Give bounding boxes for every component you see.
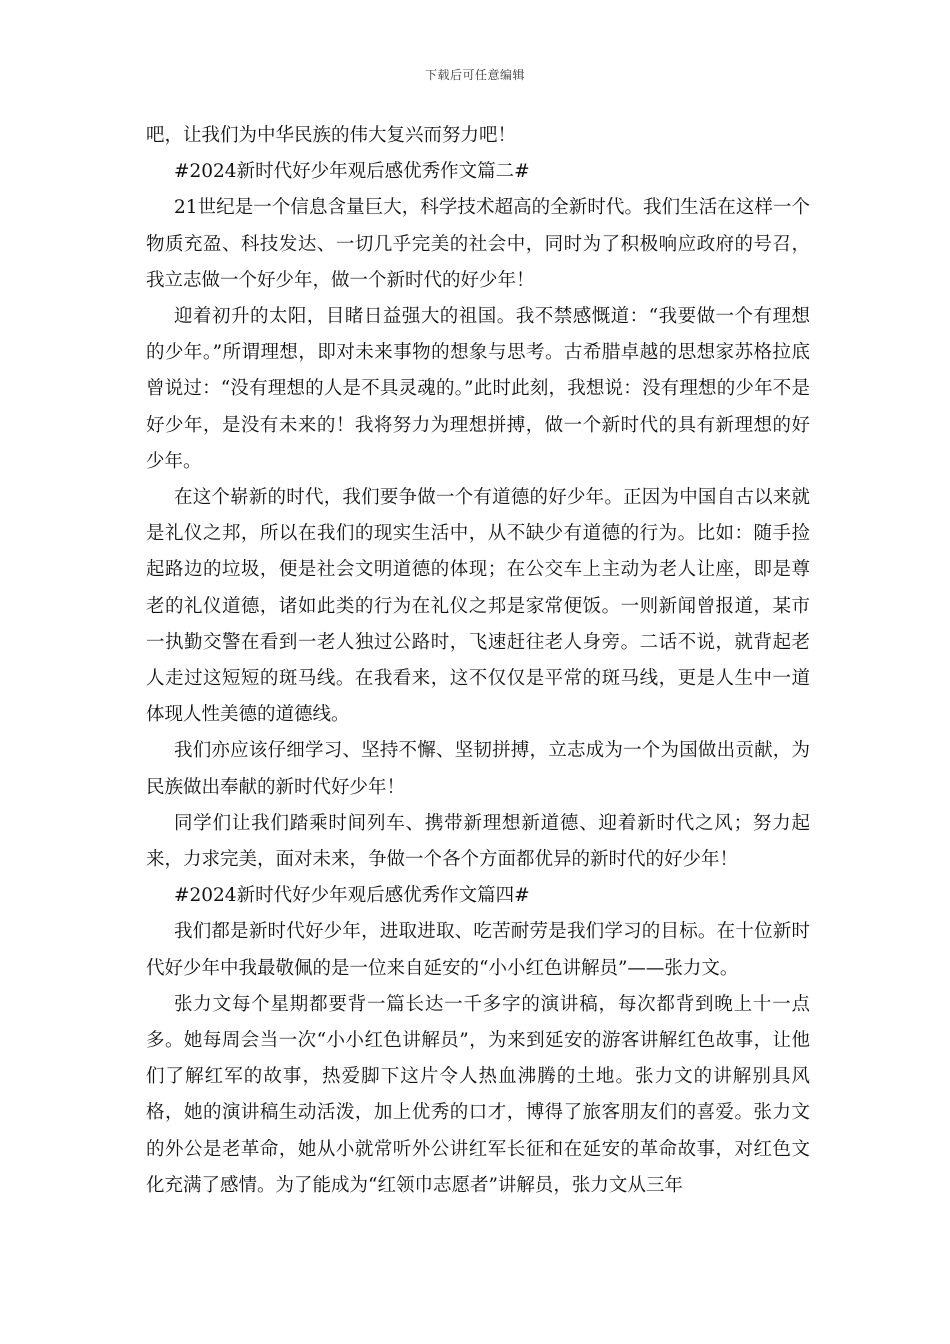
paragraph: 我们亦应该仔细学习、坚持不懈、坚韧拼搏，立志成为一个为国做出贡献，为民族做出奉献的新时代好少年！	[146, 740, 810, 798]
paragraph: 迎着初升的太阳，目睹日益强大的祖国。我不禁感慨道：“我要做一个有理想的少年。”所谓理想，即对未来事物的想象与思考。古希腊卓越的思想家苏格拉底曾说过：“没有理想的人是不具灵魂的。”此时此刻，我想说：没有理想的少年不是好少年，是没有未来的！我将努力为理想拼搏，做一个新时代的具有新理想的好少年。	[146, 306, 810, 472]
section-heading-part-four: #2024新时代好少年观后感优秀作文篇四#	[174, 885, 530, 907]
paragraph: 同学们让我们踏乘时间列车、携带新理想新道德、迎着新时代之风；努力起来，力求完美，面对未来，争做一个各个方面都优异的新时代的好少年！	[146, 812, 810, 871]
paragraph-continuation: 吧，让我们为中华民族的伟大复兴而努力吧！	[146, 125, 517, 146]
paragraph: 21世纪是一个信息含量巨大，科学技术超高的全新时代。我们生活在这样一个物质充盈、科技发达、一切几乎完美的社会中，同时为了积极响应政府的号召，我立志做一个好少年，做一个新时代的好少年！	[146, 197, 810, 291]
page-header-note: 下载后可任意编辑	[424, 68, 525, 82]
paragraph: 我们都是新时代好少年，进取进取、吃苦耐劳是我们学习的目标。在十位新时代好少年中我最敬佩的是一位来自延安的“小小红色讲解员”——张力文。	[146, 921, 810, 979]
paragraph: 在这个崭新的时代，我们要争做一个有道德的好少年。正因为中国自古以来就是礼仪之邦，所以在我们的现实生活中，从不缺少有道德的行为。比如：随手捡起路边的垃圾，便是社会文明道德的体现；在公交车上主动为老人让座，即是尊老的礼仪道德，诸如此类的行为在礼仪之邦是家常便饭。一则新闻曾报道，某市一执勤交警在看到一老人独过公路时，飞速赶往老人身旁。二话不说，就背起老人走过这短短的斑马线。在我看来，这不仅仅是平常的斑马线，更是人生中一道体现人性美德的道德线。	[146, 487, 810, 726]
section-heading-part-two: #2024新时代好少年观后感优秀作文篇二#	[174, 161, 530, 183]
document-body	[146, 118, 810, 1204]
paragraph: 张力文每个星期都要背一篇长达一千多字的演讲稿，每次都背到晚上十一点多。她每周会当一次“小小红色讲解员”，为来到延安的游客讲解红色故事，让他们了解红军的故事，热爱脚下这片令人热血沸腾的土地。张力文的讲解别具风格，她的演讲稿生动活泼，加上优秀的口才，博得了旅客朋友们的喜爱。张力文的外公是老革命，她从小就常听外公讲红军长征和在延安的革命故事，对红色文化充满了感情。为了能成为“红领巾志愿者”讲解员，张力文从三年	[146, 993, 810, 1196]
